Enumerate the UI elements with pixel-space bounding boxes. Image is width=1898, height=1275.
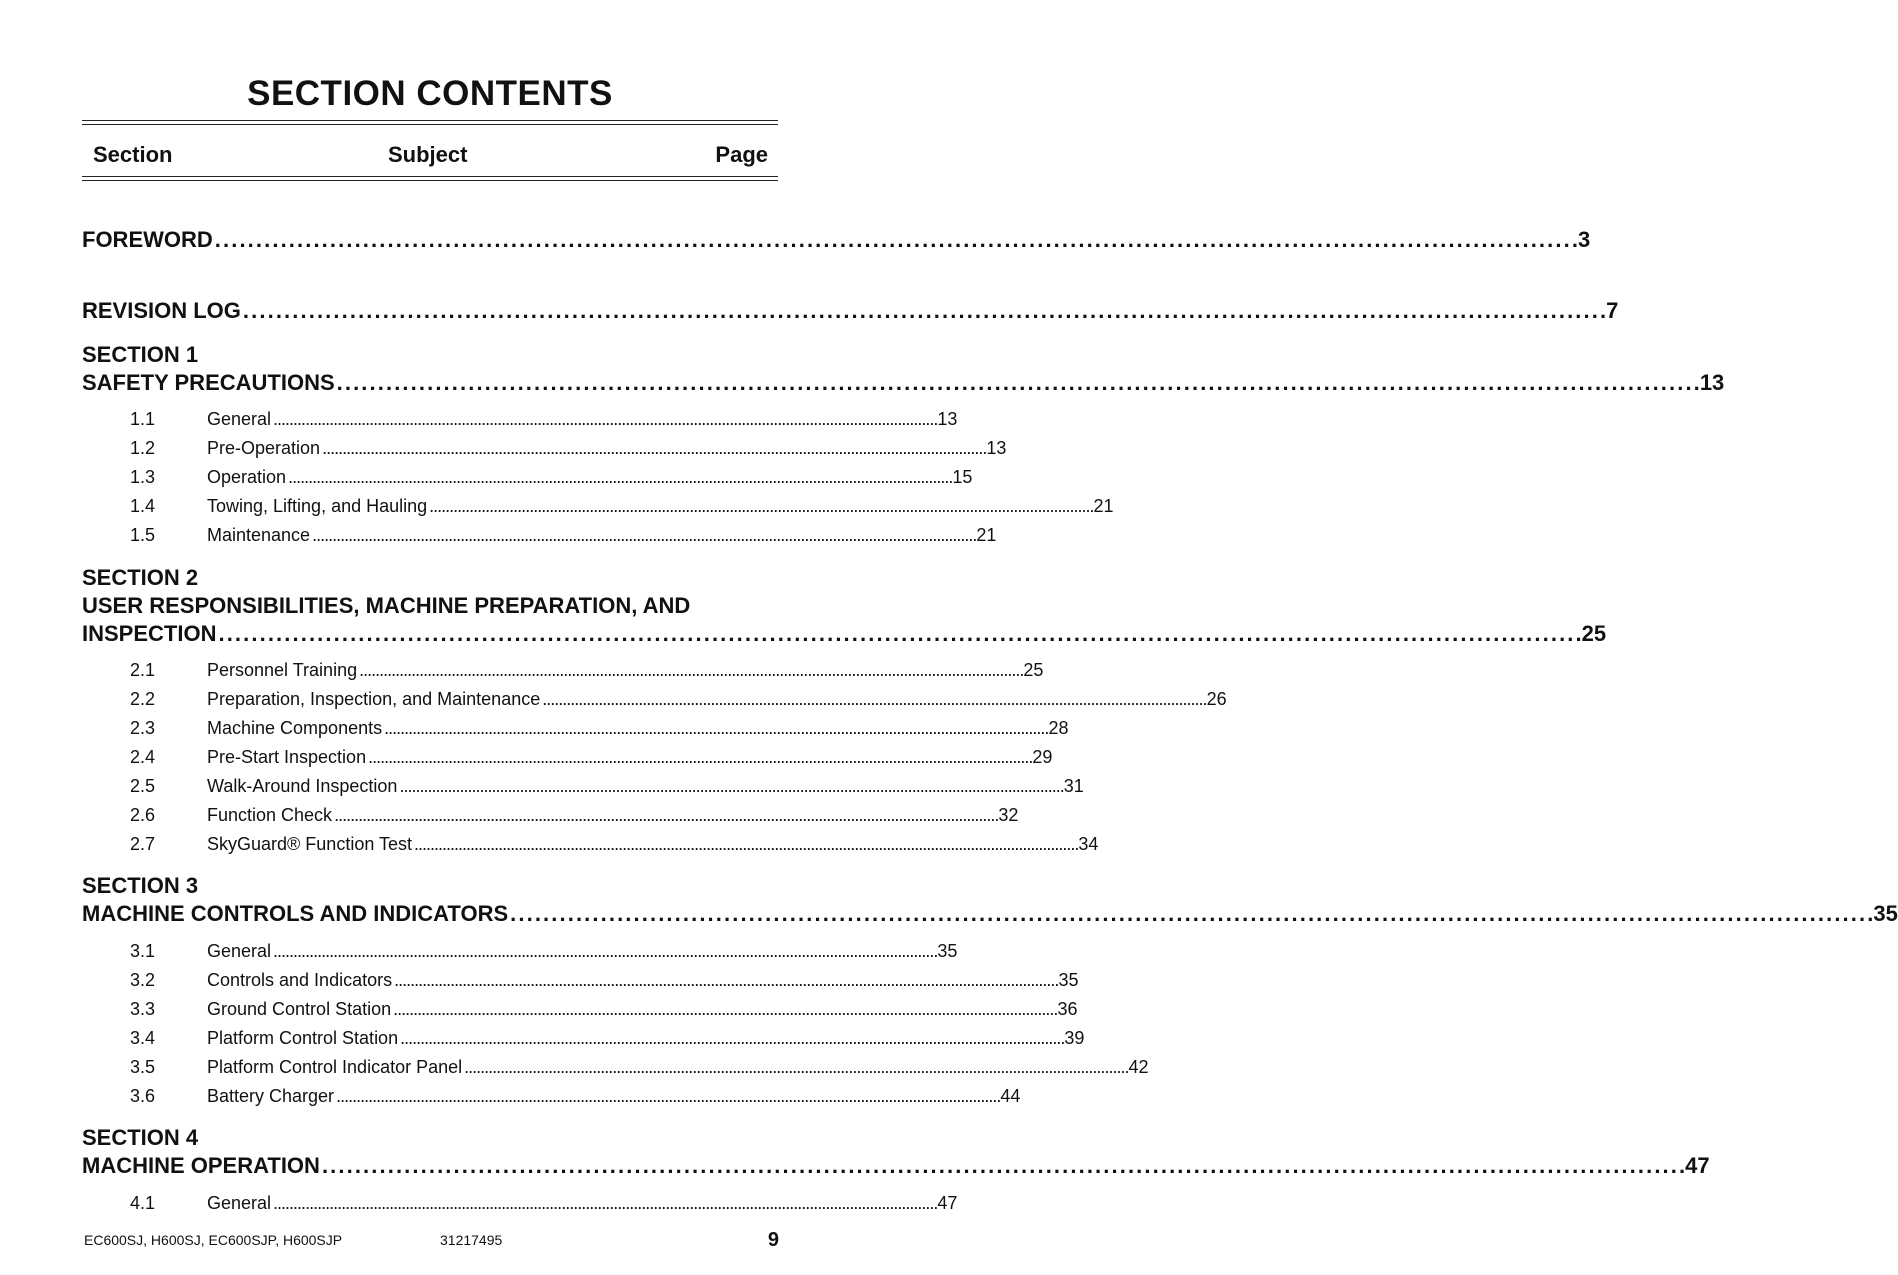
item-page: 35 bbox=[937, 941, 958, 961]
toc-item bbox=[130, 659, 1044, 681]
column-header-subject: Subject bbox=[388, 142, 468, 167]
footer-doc-number: 31217495 bbox=[440, 1232, 503, 1248]
item-title: Machine Components bbox=[207, 718, 383, 738]
toc-item bbox=[130, 1192, 958, 1214]
item-number: 3.4 bbox=[130, 1028, 156, 1048]
toc-item bbox=[130, 437, 1007, 459]
section-title: MACHINE OPERATION bbox=[82, 1153, 320, 1178]
section-page: 47 bbox=[1685, 1153, 1710, 1178]
item-title: Operation bbox=[207, 467, 287, 487]
header-rule-bottom-2 bbox=[82, 180, 778, 181]
toc-section-3 bbox=[82, 872, 1898, 928]
item-title: General bbox=[207, 941, 272, 961]
footer-models: EC600SJ, H600SJ, EC600SJP, H600SJP bbox=[84, 1232, 343, 1248]
toc-section-4 bbox=[82, 1124, 1710, 1180]
item-number: 1.1 bbox=[130, 409, 156, 429]
item-number: 1.2 bbox=[130, 438, 156, 458]
item-number: 1.5 bbox=[130, 525, 156, 545]
toc-item bbox=[130, 804, 1019, 826]
item-number: 1.4 bbox=[130, 496, 156, 516]
toc-entry-foreword bbox=[82, 226, 1591, 254]
section-title: MACHINE CONTROLS AND INDICATORS bbox=[82, 901, 509, 926]
toc-item bbox=[130, 466, 973, 488]
toc-entry-page: 3 bbox=[1577, 227, 1591, 252]
item-title: Platform Control Station bbox=[207, 1028, 399, 1048]
toc-entry-revision-log bbox=[82, 297, 1619, 325]
toc-item bbox=[130, 1027, 1085, 1049]
item-number: 2.6 bbox=[130, 805, 156, 825]
toc-entry-page: 7 bbox=[1606, 298, 1619, 323]
item-page: 39 bbox=[1064, 1028, 1085, 1048]
header-rule-top-2 bbox=[82, 124, 778, 125]
item-title: Ground Control Station bbox=[207, 999, 392, 1019]
item-title: Controls and Indicators bbox=[207, 970, 393, 990]
item-page: 32 bbox=[998, 805, 1019, 825]
item-number: 2.1 bbox=[130, 660, 156, 680]
item-number: 2.4 bbox=[130, 747, 156, 767]
toc-item bbox=[130, 688, 1227, 710]
section-number: SECTION 2 bbox=[82, 565, 199, 590]
section-page: 35 bbox=[1873, 901, 1898, 926]
item-title: Pre-Start Inspection bbox=[207, 747, 367, 767]
header-rule-bottom bbox=[82, 176, 778, 177]
toc-section-2 bbox=[82, 564, 1607, 648]
item-page: 47 bbox=[937, 1193, 958, 1213]
item-page: 21 bbox=[976, 525, 997, 545]
item-title: Pre-Operation bbox=[207, 438, 321, 458]
item-page: 21 bbox=[1093, 496, 1114, 516]
toc-item bbox=[130, 495, 1114, 517]
item-title: Walk-Around Inspection bbox=[207, 776, 398, 796]
item-page: 35 bbox=[1058, 970, 1079, 990]
toc-item bbox=[130, 1056, 1149, 1078]
item-title: General bbox=[207, 409, 272, 429]
section-page: 25 bbox=[1581, 621, 1607, 646]
item-page: 36 bbox=[1057, 999, 1078, 1019]
header-rule-top bbox=[82, 120, 778, 121]
page-number: 9 bbox=[767, 1229, 779, 1251]
item-number: 3.6 bbox=[130, 1086, 156, 1106]
item-page: 25 bbox=[1023, 660, 1044, 680]
item-page: 34 bbox=[1078, 834, 1099, 854]
item-title: Personnel Training bbox=[207, 660, 358, 680]
item-number: 2.7 bbox=[130, 834, 156, 854]
item-number: 2.2 bbox=[130, 689, 156, 709]
item-title: Towing, Lifting, and Hauling bbox=[207, 496, 428, 516]
toc-item bbox=[130, 833, 1099, 855]
section-number: SECTION 4 bbox=[82, 1125, 199, 1150]
toc-item bbox=[130, 746, 1053, 768]
item-title: Function Check bbox=[207, 805, 333, 825]
item-number: 2.5 bbox=[130, 776, 156, 796]
item-page: 15 bbox=[952, 467, 973, 487]
item-number: 3.3 bbox=[130, 999, 156, 1019]
section-title: INSPECTION bbox=[82, 621, 217, 646]
item-number: 3.2 bbox=[130, 970, 156, 990]
toc-item bbox=[130, 408, 958, 430]
section-title: SAFETY PRECAUTIONS bbox=[82, 370, 335, 395]
item-page: 26 bbox=[1206, 689, 1227, 709]
item-title: General bbox=[207, 1193, 272, 1213]
item-page: 28 bbox=[1048, 718, 1069, 738]
item-number: 2.3 bbox=[130, 718, 156, 738]
section-number: SECTION 3 bbox=[82, 873, 199, 898]
item-title: SkyGuard® Function Test bbox=[207, 834, 413, 854]
page-title: SECTION CONTENTS bbox=[247, 74, 613, 113]
section-page: 13 bbox=[1699, 370, 1725, 395]
toc-item bbox=[130, 998, 1078, 1020]
toc-section-1 bbox=[82, 341, 1725, 397]
toc-item bbox=[130, 969, 1079, 991]
column-header-section: Section bbox=[93, 142, 173, 167]
toc-item bbox=[130, 775, 1084, 797]
item-page: 13 bbox=[937, 409, 958, 429]
item-page: 31 bbox=[1063, 776, 1084, 796]
item-title: Maintenance bbox=[207, 525, 311, 545]
toc-item bbox=[130, 940, 958, 962]
item-page: 42 bbox=[1128, 1057, 1149, 1077]
item-title: Preparation, Inspection, and Maintenance bbox=[207, 689, 541, 709]
item-title: Battery Charger bbox=[207, 1086, 335, 1106]
item-page: 44 bbox=[1000, 1086, 1021, 1106]
section-title-line: USER RESPONSIBILITIES, MACHINE PREPARATION, AND bbox=[82, 593, 691, 618]
toc-entry-title: FOREWORD bbox=[82, 227, 213, 252]
item-number: 4.1 bbox=[130, 1193, 156, 1213]
toc-item bbox=[130, 717, 1069, 739]
item-page: 29 bbox=[1032, 747, 1053, 767]
toc-item bbox=[130, 524, 997, 546]
item-number: 3.5 bbox=[130, 1057, 156, 1077]
item-page: 13 bbox=[986, 438, 1007, 458]
toc-entry-title: REVISION LOG bbox=[82, 298, 241, 323]
item-title: Platform Control Indicator Panel bbox=[207, 1057, 463, 1077]
toc-item bbox=[130, 1085, 1021, 1107]
column-header-page: Page bbox=[715, 142, 768, 167]
section-number: SECTION 1 bbox=[82, 342, 199, 367]
item-number: 1.3 bbox=[130, 467, 156, 487]
item-number: 3.1 bbox=[130, 941, 156, 961]
